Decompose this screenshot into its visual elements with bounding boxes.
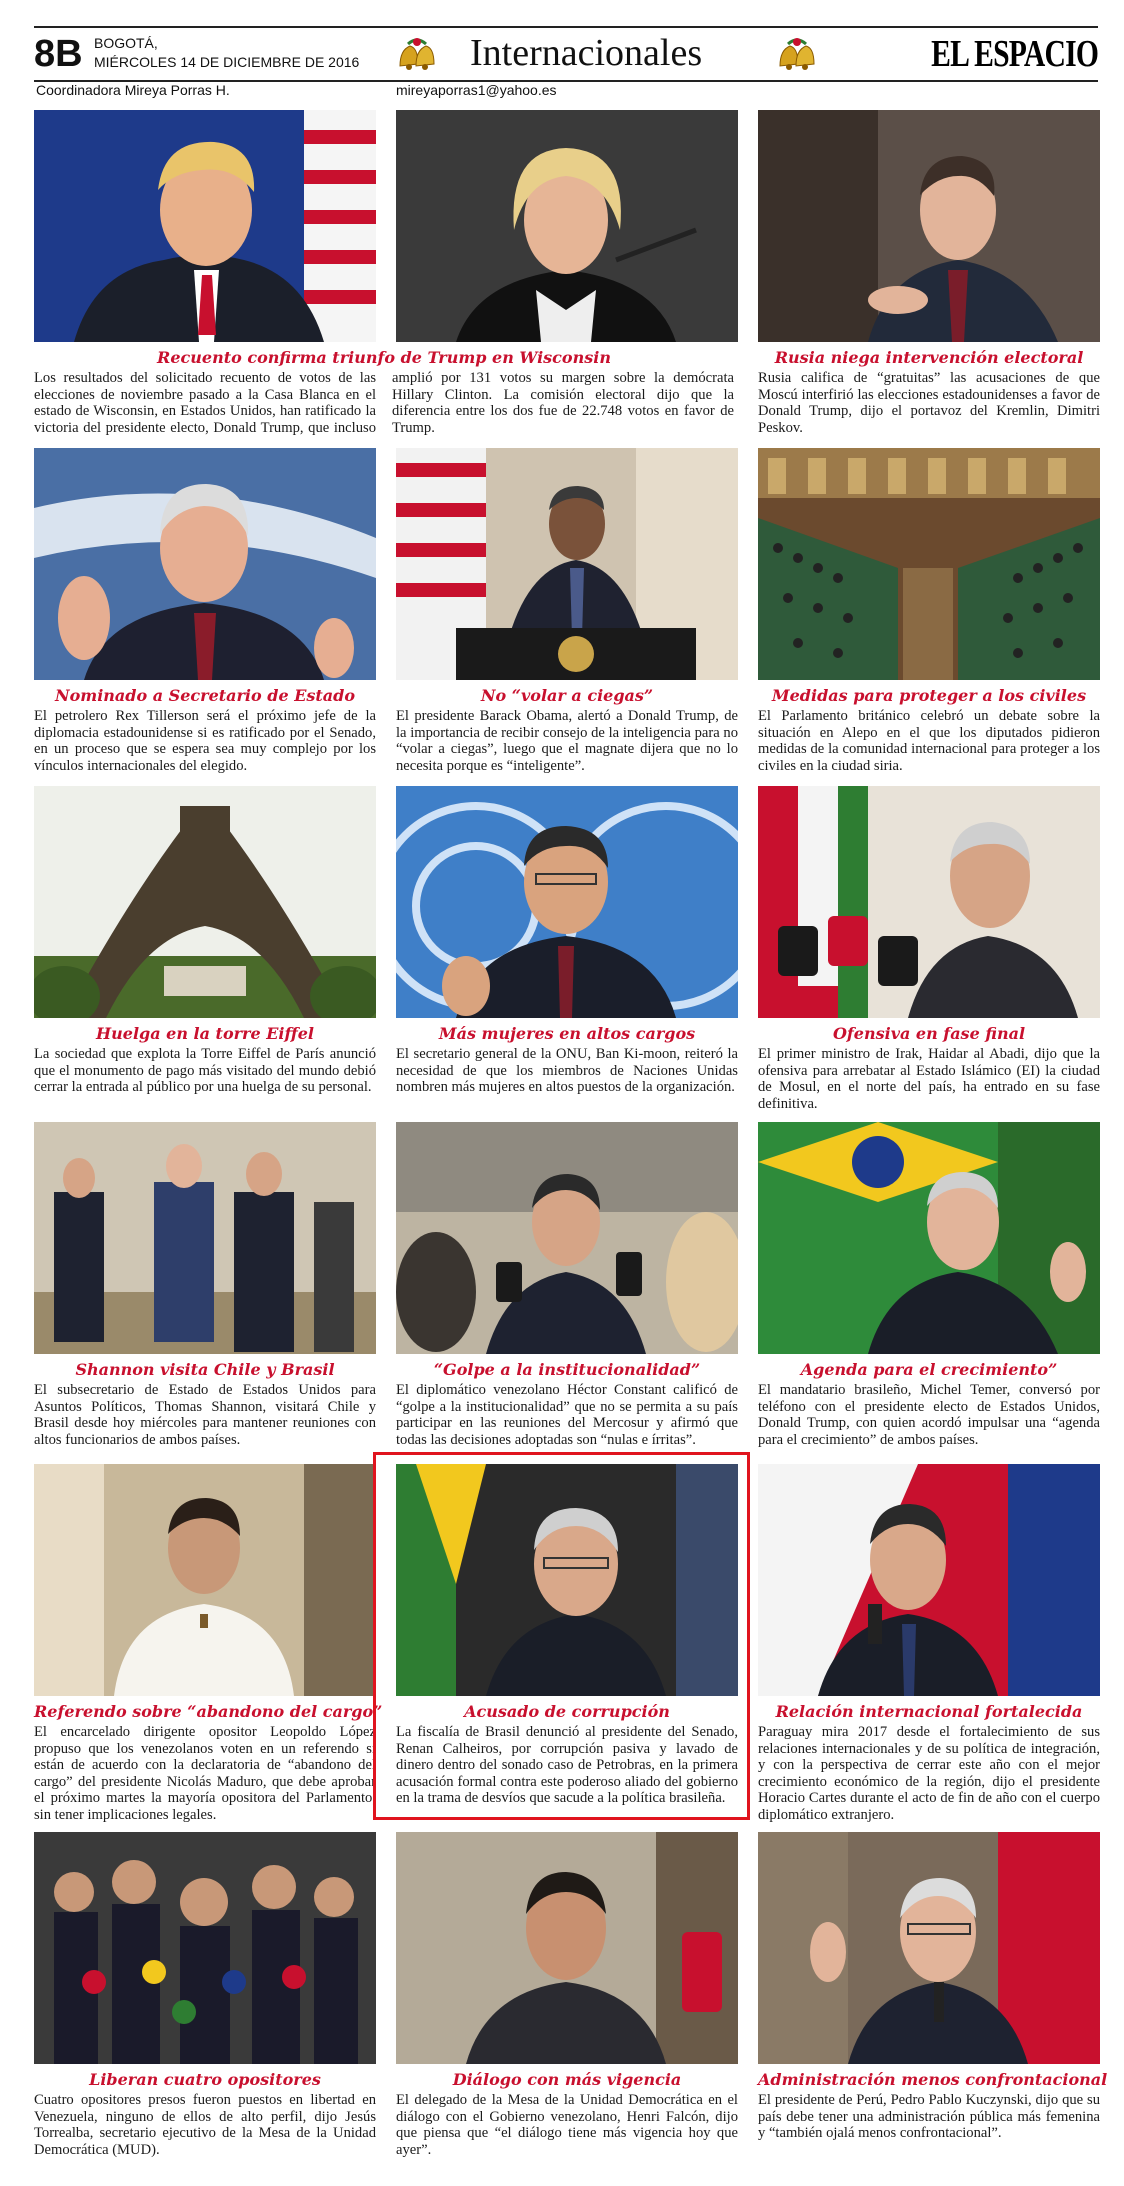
page-number: 8B: [34, 33, 83, 75]
article-opositores: [34, 1832, 376, 2158]
city: BOGOTÁ,: [94, 35, 158, 51]
headline: Medidas para proteger a los civiles: [771, 686, 1087, 705]
headline: Nominado a Secretario de Estado: [54, 686, 356, 705]
article-body: El mandatario brasileño, Michel Temer, conversó por teléfono con el presidente electo de Estados Unidos, Donald Trump, con quien acordó impulsar una “agenda para el crecimiento” de ambos países.: [758, 1382, 1100, 1448]
headline: Agenda para el crecimiento”: [800, 1360, 1058, 1379]
article-falcon: [396, 1832, 738, 2158]
article-constant: [396, 1122, 738, 1448]
article-parliament: [758, 448, 1100, 774]
article-body: La sociedad que explota la Torre Eiffel de París anunció que el monumento de pago más visitado del mundo debió cerrar la entrada al público por una huelga de su personal.: [34, 1046, 376, 1096]
coordinator: Coordinadora Mireya Porras H.: [36, 82, 230, 98]
article-trump: [34, 110, 1100, 436]
headline: Shannon visita Chile y Brasil: [75, 1360, 335, 1379]
section-title: Internacionales: [470, 32, 703, 74]
headline: Administración menos confrontacional: [758, 2070, 1108, 2089]
photo-kuczynski: [758, 1832, 1100, 2064]
selection-highlight: [373, 1452, 750, 1820]
article-body: Los resultados del solicitado recuento de votos de las elecciones de noviembre pasado a la Casa Blanca en el estado de Wisconsin, en Estados Unidos, han ratificado la victoria del presidente electo, Donald Trump, que incluso amplió por 131 votos su margen sobre la demócrata Hillary Clinton. La comisión electoral dijo que la diferencia entre los dos fue de 22.748 votos en favor de Trump.: [34, 370, 734, 436]
photo-cartes: [758, 1464, 1100, 1696]
photo-falcon: [396, 1832, 738, 2064]
photo-parliament: [758, 448, 1100, 680]
article-body: Rusia califica de “gratuitas” las acusaciones de que Moscú interfirió las elecciones estadounidenses a favor de Donald Trump, dijo el portavoz del Kremlin, Dimitri Peskov.: [758, 370, 1100, 436]
article-tillerson: [34, 448, 376, 774]
article-body: Paraguay mira 2017 desde el fortalecimiento de sus relaciones internacionales y de su política de integración, y con la perspectiva de cerrar este año con el mejor crecimiento económico de la región, dijo el presidente Horacio Cartes durante el acto de fin de año con el cuerpo diplomático extranjero.: [758, 1724, 1100, 1823]
article-body: El secretario general de la ONU, Ban Ki-moon, reiteró la necesidad de que los miembros de Naciones Unidas nombren más mujeres en altos puestos de la organización.: [396, 1046, 738, 1096]
photo-constant: [396, 1122, 738, 1354]
article-body: El encarcelado dirigente opositor Leopoldo López propuso que los venezolanos voten en un referendo si están de acuerdo con la declaratoria de “abandono del cargo” del presidente Nicolás Maduro, que debe aprobar el próximo martes la mayoría opositora del Parlamento, sin tener implicaciones legales.: [34, 1724, 376, 1823]
article-cartes: [758, 1464, 1100, 1824]
headline: Rusia niega intervención electoral: [774, 348, 1084, 367]
article-temer: [758, 1122, 1100, 1448]
article-body: El presidente Barack Obama, alertó a Donald Trump, de la importancia de recibir consejo de la inteligencia para no “volar a ciegas”, luego que el magnate dijera que no lo necesita porque es “inteligente”.: [396, 708, 738, 774]
photo-lopez: [34, 1464, 376, 1696]
article-body: La fiscalía de Brasil denunció al presidente del Senado, Renan Calheiros, por corrupción pasiva y lavado de dinero dentro del sonado caso de Petrobras, en la primera acusación formal contra este poderoso aliado del gobierno en la trama de desvíos que sacude a la política brasileña.: [396, 1724, 738, 1807]
photo-shannon: [34, 1122, 376, 1354]
photo-peskov: [758, 110, 1100, 342]
headline: Diálogo con más vigencia: [452, 2070, 682, 2089]
article-kuczynski: [758, 1832, 1108, 2142]
headline: Ofensiva en fase final: [832, 1024, 1026, 1043]
article-body: El delegado de la Mesa de la Unidad Democrática en el diálogo con el Gobierno venezolano, Henri Falcón, dijo que piensa que “el diálogo tiene más vigencia hoy que ayer”.: [396, 2092, 738, 2158]
article-abadi: [758, 786, 1100, 1112]
article-lopez: [34, 1464, 383, 1824]
headline: Referendo sobre “abandono del cargo”: [34, 1702, 383, 1721]
photo-opositores: [34, 1832, 376, 2064]
photo-ban: [396, 786, 738, 1018]
headline: Más mujeres en altos cargos: [438, 1024, 696, 1043]
photo-tillerson: [34, 448, 376, 680]
article-obama: [396, 448, 738, 774]
article-body: El subsecretario de Estado de Estados Unidos para Asuntos Políticos, Thomas Shannon, visitará Chile y Brasil desde hoy miércoles para mantener reuniones con altos funcionarios de ambos países.: [34, 1382, 376, 1448]
headline: Relación internacional fortalecida: [775, 1702, 1083, 1721]
dateline: [94, 34, 359, 72]
article-body: Cuatro opositores presos fueron puestos en libertad en Venezuela, ninguno de ellos de alto perfil, dijo Jesús Torrealba, secretario ejecutivo de la Mesa de la Unidad Democrática (MUD).: [34, 2092, 376, 2158]
email: mireyaporras1@yahoo.es: [396, 82, 557, 98]
headline: No “volar a ciegas”: [480, 686, 654, 705]
headline: Liberan cuatro opositores: [89, 2070, 321, 2089]
article-ban: [396, 786, 738, 1096]
article-eiffel: [34, 786, 376, 1096]
headline: Huelga en la torre Eiffel: [96, 1024, 314, 1043]
headline: Acusado de corrupción: [464, 1702, 670, 1721]
photo-trump: [34, 110, 376, 342]
photo-temer: [758, 1122, 1100, 1354]
photo-obama: [396, 448, 738, 680]
photo-clinton: [396, 110, 738, 342]
article-body: El primer ministro de Irak, Haidar al Abadi, dijo que la ofensiva para arrebatar al Estado Islámico (EI) la ciudad de Mosul, en el norte del país, ha entrado en su fase definitiva.: [758, 1046, 1100, 1112]
date: MIÉRCOLES 14 DE DICIEMBRE DE 2016: [94, 54, 360, 70]
article-body: El presidente de Perú, Pedro Pablo Kuczynski, dijo que su país debe tener una administración pública más femenina y “también ojalá menos confrontacional”.: [758, 2092, 1100, 2142]
article-shannon: [34, 1122, 376, 1448]
masthead: [34, 26, 1098, 82]
photo-abadi: [758, 786, 1100, 1018]
newspaper-logo: EL ESPACIO: [930, 33, 1098, 75]
photo-eiffel: [34, 786, 376, 1018]
article-body: El petrolero Rex Tillerson será el próximo jefe de la diplomacia estadounidense si es ratificado por el Senado, en un proceso que se espera sea muy complejo por los vínculos internacionales del elegido.: [34, 708, 376, 774]
article-body: El diplomático venezolano Héctor Constant calificó de “golpe a la institucionalidad” que no se permita a su país participar en las reuniones del Mercosur y afirmó que todas las decisiones adoptadas son “nulas e írritas”.: [396, 1382, 738, 1448]
christmas-bells-icon: [774, 36, 820, 74]
headline: “Golpe a la institucionalidad”: [433, 1360, 701, 1379]
headline: Recuento confirma triunfo de Trump en Wisconsin: [157, 348, 611, 367]
article-body: El Parlamento británico celebró un debate sobre la situación en Alepo en el que los diputados pidieron medidas de la comunidad internacional para proteger a los civiles en la ciudad siria.: [758, 708, 1100, 774]
christmas-bells-icon: [394, 36, 440, 74]
